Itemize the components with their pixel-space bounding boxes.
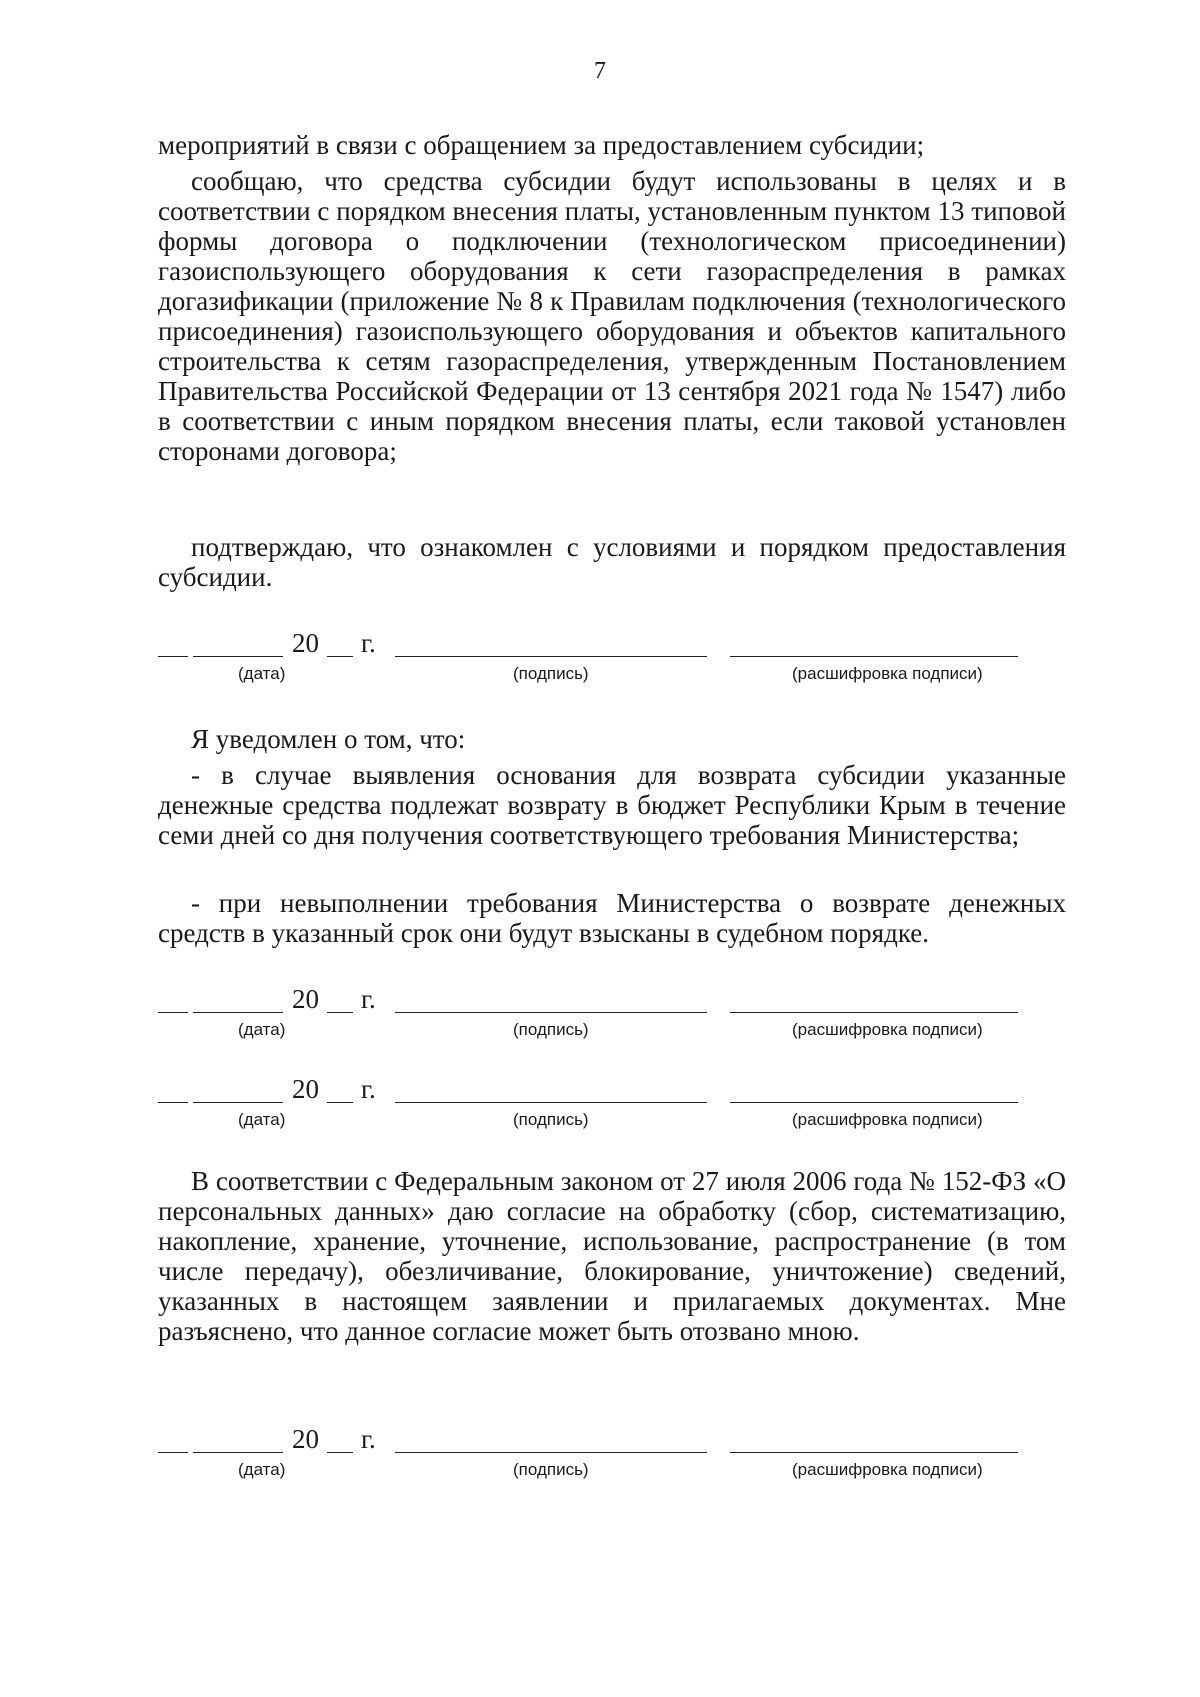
year-suffix: г. (361, 628, 376, 658)
year-blank (327, 656, 353, 657)
signature-decode-caption: (расшифровка подписи) (792, 1020, 983, 1039)
year-blank (327, 1452, 353, 1453)
year-blank (327, 1102, 353, 1103)
paragraph-court-recovery: - при невыполнении требования Министерства о возврате денежных средств в указанный срок они будут взысканы в судебном порядке. (158, 888, 1066, 948)
signature-line (395, 1452, 707, 1453)
year-prefix: 20 (292, 1074, 319, 1104)
year-prefix: 20 (292, 1424, 319, 1454)
year-suffix: г. (361, 984, 376, 1014)
date-caption: (дата) (238, 1110, 286, 1129)
signature-caption: (подпись) (513, 664, 589, 683)
signature-block-1 (0, 628, 1200, 684)
year-suffix: г. (361, 1074, 376, 1104)
signature-caption: (подпись) (513, 1020, 589, 1039)
signature-block-2 (0, 984, 1200, 1040)
year-prefix: 20 (292, 628, 319, 658)
signature-caption: (подпись) (513, 1460, 589, 1479)
paragraph-confirmation: подтверждаю, что ознакомлен с условиями и порядком предоставления субсидии. (158, 532, 1066, 592)
year-prefix: 20 (292, 984, 319, 1014)
signature-line (395, 1102, 707, 1103)
date-month-blank (193, 1012, 283, 1013)
signature-line (395, 1012, 707, 1013)
date-day-blank (158, 1452, 188, 1453)
signature-decode-caption: (расшифровка подписи) (792, 664, 983, 683)
signature-decode-line (730, 1012, 1018, 1013)
date-month-blank (193, 656, 283, 657)
year-blank (327, 1012, 353, 1013)
date-caption: (дата) (238, 1460, 286, 1479)
date-caption: (дата) (238, 664, 286, 683)
signature-decode-line (730, 656, 1018, 657)
paragraph-notified: Я уведомлен о том, что: (191, 724, 466, 754)
date-caption: (дата) (238, 1020, 286, 1039)
date-day-blank (158, 1012, 188, 1013)
year-suffix: г. (361, 1424, 376, 1454)
date-day-blank (158, 1102, 188, 1103)
signature-line (395, 656, 707, 657)
date-day-blank (158, 656, 188, 657)
signature-caption: (подпись) (513, 1110, 589, 1129)
signature-block-4 (0, 1424, 1200, 1480)
signature-decode-caption: (расшифровка подписи) (792, 1460, 983, 1479)
signature-block-3 (0, 1074, 1200, 1130)
signature-decode-line (730, 1452, 1018, 1453)
date-month-blank (193, 1452, 283, 1453)
date-month-blank (193, 1102, 283, 1103)
page-number: 7 (594, 58, 606, 84)
signature-decode-caption: (расшифровка подписи) (792, 1110, 983, 1129)
paragraph-funds-usage: сообщаю, что средства субсидии будут использованы в целях и в соответствии с порядком внесения платы, установленным пунктом 13 типовой формы договора о подключении (технологическом присоединении) газоиспользующего оборудования к сети газораспределения в рамках догазификации (приложение № 8 к Правилам подключения (технологического присоединения) газоиспользующего оборудования и объектов капитального строительства к сетям газораспределения, утвержденным Постановлением Правительства Российской Федерации от 13 сентября 2021 года № 1547) либо в соответствии с иным порядком внесения платы, если таковой установлен сторонами договора; (158, 166, 1066, 466)
signature-decode-line (730, 1102, 1018, 1103)
paragraph-events: мероприятий в связи с обращением за предоставлением субсидии; (158, 130, 925, 160)
paragraph-personal-data-consent: В соответствии с Федеральным законом от 27 июля 2006 года № 152-ФЗ «О персональных данных» даю согласие на обработку (сбор, систематизацию, накопление, хранение, уточнение, использование, распространение (в том числе передачу), обезличивание, блокирование, уничтожение) сведений, указанных в настоящем заявлении и прилагаемых документах. Мне разъяснено, что данное согласие может быть отозвано мною. (158, 1166, 1066, 1346)
paragraph-return-obligation: - в случае выявления основания для возврата субсидии указанные денежные средства подлежат возврату в бюджет Республики Крым в течение семи дней со дня получения соответствующего требования Министерства; (158, 760, 1066, 850)
